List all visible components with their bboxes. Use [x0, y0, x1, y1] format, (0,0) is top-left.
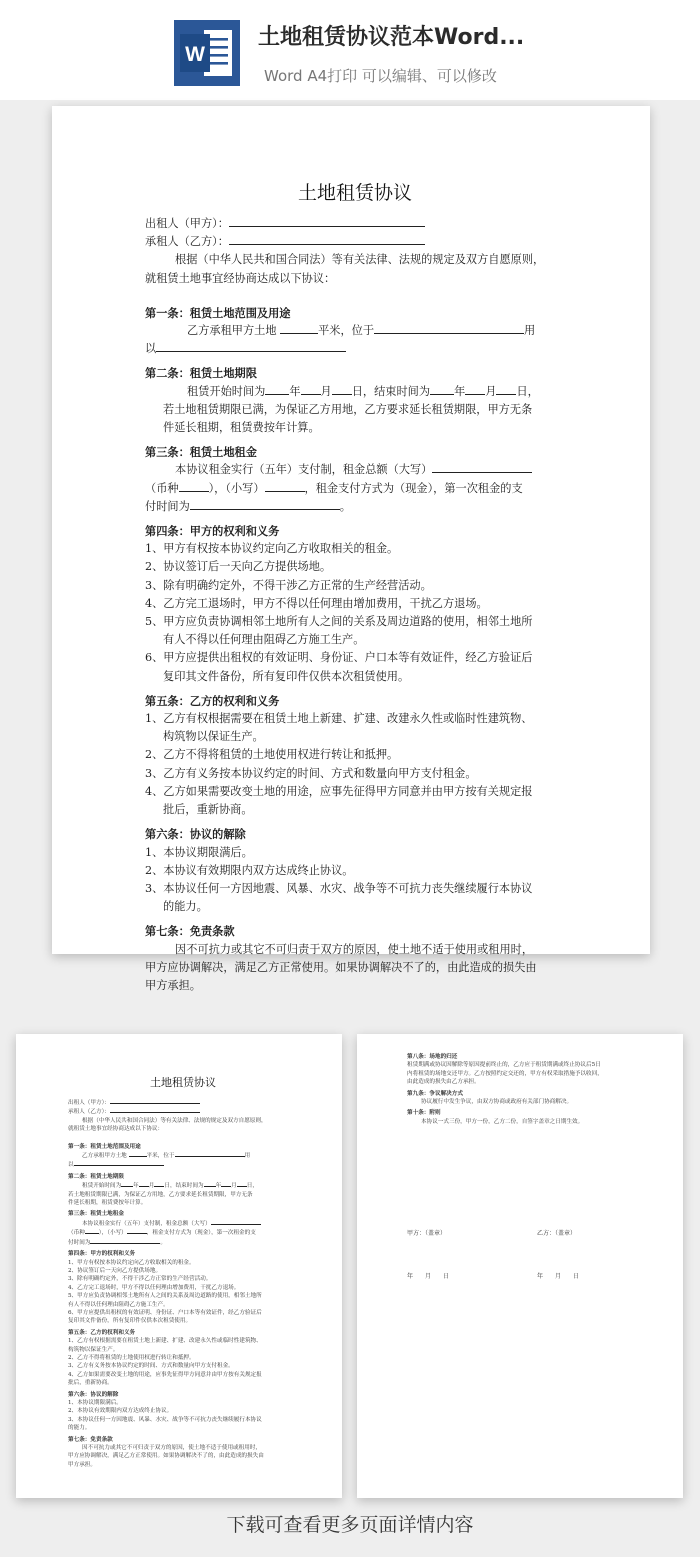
thumb-heading: 第六条：协议的解除	[68, 1391, 119, 1398]
intro-line: 根据（中华人民共和国合同法）等有关法律、法规的规定及双方自愿原则，	[175, 253, 545, 267]
thumb-line: 2、协议签订后一天向乙方提供场地。	[68, 1267, 162, 1274]
section-heading: 第二条：租赁土地期限	[145, 366, 257, 381]
list-item: 批后，重新协商。	[163, 803, 253, 817]
clause-line: 件延长租期，租赁费按年计算。	[163, 421, 320, 435]
party-b-seal: 乙方：（盖章）	[537, 1230, 577, 1237]
lessee-line: 承租人（乙方）：	[145, 233, 565, 251]
thumb-line: 件延长租期，租赁费按年计算。	[68, 1200, 147, 1207]
thumb-line: 协议履行中发生争议，由双方协商或政府有关部门协商解决。	[421, 1099, 573, 1106]
thumb-heading: 第四条：甲方的权利和义务	[68, 1251, 136, 1258]
thumb-line: 6、甲方应提供出租权的有效证明、身份证、户口本等有效证件，经乙方验证后	[68, 1309, 262, 1316]
thumb-line: 出租人（甲方）：	[68, 1098, 298, 1107]
clause-line: （币种 ），（小写） ，租金支付方式为（现金），第一次租金的支	[145, 481, 523, 495]
list-item: 的能力。	[163, 900, 208, 914]
lessor-line: 出租人（甲方）：	[145, 215, 565, 233]
thumb-line: 1、甲方有权按本协议约定向乙方收取相关的租金。	[68, 1259, 195, 1266]
clause-line: 若土地租赁期限已满，为保证乙方用地，乙方要求延长租赁期限，甲方无条	[163, 402, 533, 416]
document-page-preview[interactable]	[52, 106, 650, 992]
clause-line: 以	[145, 340, 565, 358]
thumb-heading: 第七条：免责条款	[68, 1436, 113, 1443]
thumb-line: 因不可抗力或其它不可归责于双方的原因，使土地不适于使用或租用时，	[82, 1445, 262, 1452]
list-item: 2、本协议有效期限内双方达成终止协议。	[145, 863, 354, 877]
thumb-line: 4、乙方完工退场时，甲方不得以任何理由增加费用，干扰乙方退场。	[68, 1284, 240, 1291]
header	[0, 0, 700, 100]
list-item: 2、协议签订后一天向乙方提供场地。	[145, 560, 332, 574]
list-item: 3、乙方有义务按本协议约定的时间、方式和数量向甲方支付租金。	[145, 766, 477, 780]
thumb-title: 土地租赁协议	[150, 1076, 216, 1089]
clause-line: 本协议租金实行（五年）支付制，租金总额（大写）	[145, 461, 565, 479]
list-item: 3、本协议任何一方因地震、风暴、水灾、战争等不可抗力丧失继续履行本协议	[145, 881, 533, 895]
clause-line: 甲方承担。	[145, 978, 201, 992]
section-heading: 第一条：租赁土地范围及用途	[145, 305, 291, 320]
thumb-line: 乙方承租甲方土地 平米，位于 用	[82, 1153, 251, 1160]
svg-text:W: W	[185, 43, 205, 66]
party-a-seal: 甲方：（盖章）	[407, 1230, 447, 1237]
list-item: 复印其文件备份，所有复印件仅供本次租赁使用。	[163, 669, 410, 683]
thumb-line: 内将租赁的场地交还甲方。乙方按照约定交还的，甲方有权采取措施予以收回，	[407, 1070, 603, 1077]
thumb-heading: 第八条：场地的归还	[407, 1054, 458, 1060]
thumb-line: 1、本协议期限满后。	[68, 1400, 122, 1406]
thumb-line: 本协议一式三份，甲方一份，乙方二份，自签字盖章之日期生效。	[421, 1118, 584, 1125]
thumb-line: 2、本协议有效期限内双方达成终止协议。	[68, 1408, 173, 1415]
thumb-line: 有人不得以任何理由阻碍乙方施工生产。	[68, 1301, 169, 1308]
document-body	[145, 181, 565, 995]
thumb-heading: 第五条：乙方的权利和义务	[68, 1329, 136, 1336]
thumb-heading: 第二条：租赁土地期限	[68, 1173, 124, 1180]
list-item: 1、乙方有权根据需要在租赁土地上新建、扩建、改建永久性或临时性建筑物、	[145, 712, 533, 726]
thumbnail-body	[407, 1050, 647, 1126]
thumb-line: 若土地租赁期限已满，为保证乙方用地，乙方要求延长租赁期限，甲方无条	[68, 1191, 253, 1198]
list-item: 1、本协议期限满后。	[145, 845, 253, 859]
list-item: 4、乙方完工退场时，甲方不得以任何理由增加费用，干扰乙方退场。	[145, 596, 488, 610]
clause-line: 因不可抗力或其它不可归责于双方的原因，使土地不适于使用或租用时，	[175, 942, 534, 956]
list-item: 构筑物以保证生产。	[163, 730, 264, 744]
document-title: 土地租赁协议范本Word...	[258, 25, 525, 50]
thumb-line: 就租赁土地事宜经协商达成以下协议：	[68, 1126, 164, 1133]
list-item: 2、乙方不得将租赁的土地使用权进行转让和抵押。	[145, 748, 399, 762]
thumb-line: 1、乙方有权根据需要在租赁土地上新建、扩建、改建永久性或临时性建筑物、	[68, 1338, 262, 1345]
section-heading: 第七条：免责条款	[145, 924, 235, 939]
thumb-line: 3、除有明确约定外，不得干涉乙方正常的生产经营活动。	[68, 1276, 212, 1283]
download-more-link[interactable]: 下载可查看更多页面详情内容	[226, 1514, 474, 1536]
intro-line: 就租赁土地事宜经协商达成以下协议：	[145, 271, 336, 285]
thumb-line: 租赁期满或协议因解除等原因提前终止的，乙方应于租赁期满或终止协议后5日	[407, 1062, 601, 1069]
thumb-heading: 第九条：争议解决方式	[407, 1090, 463, 1097]
thumb-line: 以	[68, 1160, 298, 1169]
list-item: 5、甲方应负责协调相邻土地所有人之间的关系及周边道路的使用，相邻土地所	[145, 615, 533, 629]
thumb-line: 租赁开始时间为 年 月 日，结束时间为 年 月 日，	[82, 1183, 258, 1190]
party-b-date: 年 月 日	[537, 1273, 580, 1280]
thumb-line: 批后，重新协商。	[68, 1380, 113, 1387]
thumb-line: 4、乙方如果需要改变土地的用途，应事先征得甲方同意并由甲方按有关规定报	[68, 1371, 262, 1378]
clause-line: 甲方应协调解决，满足乙方正常使用。如果协调解决不了的，由此造成的损失由	[145, 960, 537, 974]
doc-title: 土地租赁协议	[297, 182, 412, 204]
list-item: 1、甲方有权按本协议约定向乙方收取相关的租金。	[145, 542, 399, 556]
thumb-line: 2、乙方不得将租赁的土地使用权进行转让和抵押。	[68, 1354, 195, 1361]
list-item: 有人不得以任何理由阻碍乙方施工生产。	[163, 633, 365, 647]
thumb-line: 承租人（乙方）：	[68, 1107, 298, 1116]
section-heading: 第四条：甲方的权利和义务	[145, 524, 280, 539]
thumb-line: 本协议租金实行（五年）支付制，租金总额（大写）	[68, 1219, 298, 1228]
thumb-line: （币种 ），（小写） ，租金支付方式为（现金），第一次租金的支	[68, 1230, 256, 1237]
page-thumbnail-2[interactable]	[357, 1034, 683, 1498]
thumb-line: 3、乙方有义务按本协议约定的时间、方式和数量向甲方支付租金。	[68, 1363, 234, 1370]
section-heading: 第六条：协议的解除	[145, 827, 246, 842]
list-item: 6、甲方应提供出租权的有效证明、身份证、户口本等有效证件，经乙方验证后	[145, 651, 533, 665]
thumb-line: 付时间为 。	[68, 1239, 166, 1246]
thumb-line: 3、本协议任何一方因地震、风暴、水灾、战争等不可抗力丧失继续履行本协议	[68, 1416, 262, 1423]
clause-line: 乙方承租甲方土地 平米，位于 用	[187, 324, 536, 338]
thumb-line: 5、甲方应负责协调相邻土地所有人之间的关系及周边道路的使用，相邻土地所	[68, 1293, 262, 1300]
thumb-line: 甲方应协调解决，满足乙方正常使用。如果协调解决不了的，由此造成的损失由	[68, 1453, 264, 1460]
thumb-heading: 第三条：租赁土地租金	[68, 1211, 124, 1218]
section-heading: 第五条：乙方的权利和义务	[145, 693, 280, 708]
clause-line: 租赁开始时间为 年 月 日，结束时间为 年 月 日，	[187, 384, 539, 398]
thumb-line: 由此造成的损失由乙方承担。	[407, 1079, 480, 1086]
thumb-line: 构筑物以保证生产。	[68, 1346, 119, 1353]
thumbnail-body	[68, 1076, 298, 1469]
thumb-heading: 第一条：租赁土地范围及用途	[68, 1143, 141, 1150]
thumb-heading: 第十条：附则	[407, 1110, 441, 1117]
page-thumbnail-1[interactable]	[16, 1034, 342, 1498]
list-item: 4、乙方如果需要改变土地的用途，应事先征得甲方同意并由甲方按有关规定报	[145, 784, 533, 798]
thumb-line: 甲方承担。	[68, 1461, 96, 1468]
word-icon	[174, 20, 240, 86]
party-a-date: 年 月 日	[407, 1273, 450, 1280]
thumb-line: 复印其文件备份，所有复印件仅供本次租赁使用。	[68, 1318, 192, 1325]
clause-line: 付时间为 。	[145, 499, 351, 513]
list-item: 3、除有明确约定外，不得干涉乙方正常的生产经营活动。	[145, 578, 432, 592]
thumb-line: 根据（中华人民共和国合同法）等有关法律、法规的规定及双方自愿原则，	[82, 1117, 267, 1124]
section-heading: 第三条：租赁土地租金	[145, 445, 257, 460]
thumb-line: 的能力。	[68, 1425, 91, 1432]
document-subtitle: Word A4打印 可以编辑、可以修改	[264, 67, 497, 85]
